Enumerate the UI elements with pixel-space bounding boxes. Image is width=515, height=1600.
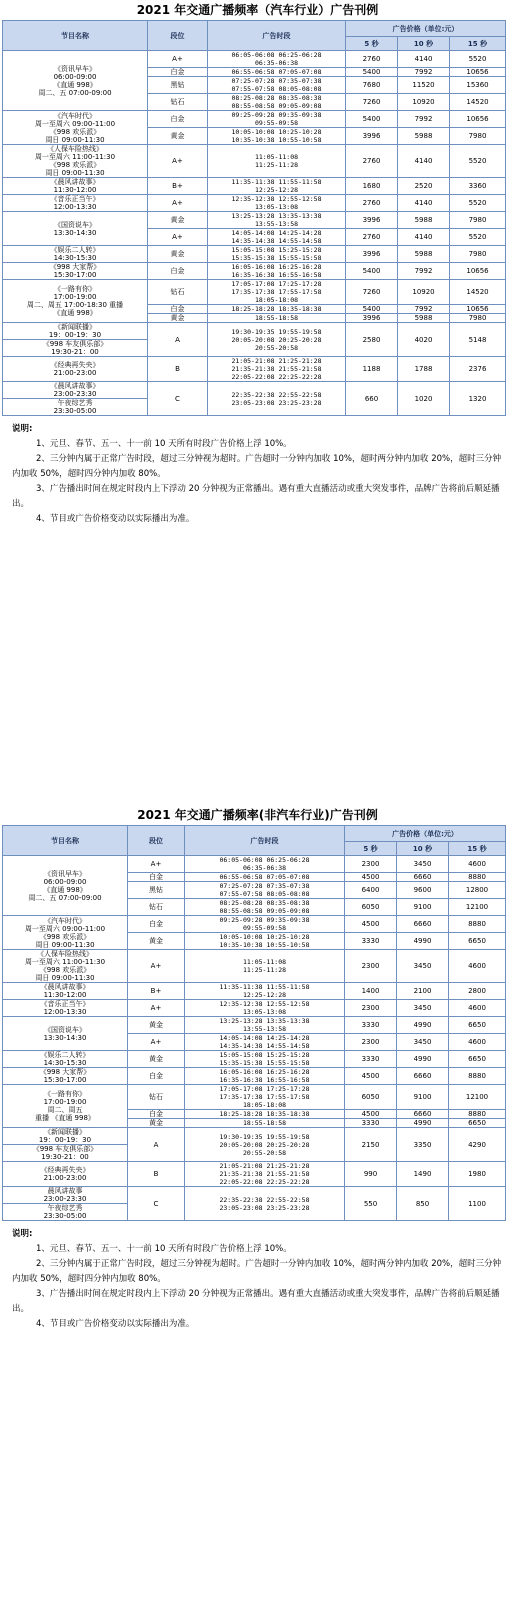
- slot-cell: 18:25-18:28 18:35-18:38: [208, 305, 346, 314]
- segment-cell: 黑钻: [148, 77, 208, 94]
- slot-cell: 13:25-13:28 13:35-13:38 13:55-13:58: [185, 1017, 345, 1034]
- slot-cell: 12:35-12:38 12:55-12:58 13:05-13:08: [185, 1000, 345, 1017]
- price-5s-cell: 2300: [345, 856, 397, 873]
- rate-table: [2, 825, 506, 1221]
- segment-cell: 白金: [128, 916, 185, 933]
- segment-cell: B: [148, 357, 208, 382]
- price-10s-cell: 10920: [398, 280, 450, 305]
- segment-cell: 黄金: [148, 128, 208, 145]
- header-slot: 广告时段: [185, 826, 345, 856]
- segment-cell: 黄金: [128, 1017, 185, 1034]
- price-10s-cell: 850: [397, 1187, 449, 1221]
- table-row: [3, 111, 506, 128]
- slot-cell: 11:05-11:08 11:25-11:28: [208, 145, 346, 178]
- price-15s-cell: 1100: [449, 1187, 506, 1221]
- segment-cell: C: [148, 382, 208, 416]
- table-row: [3, 145, 506, 178]
- table-row: [3, 382, 506, 399]
- slot-cell: 15:05-15:08 15:25-15:28 15:35-15:38 15:55-15:58: [185, 1051, 345, 1068]
- price-5s-cell: 2760: [346, 195, 398, 212]
- price-10s-cell: 5988: [398, 128, 450, 145]
- segment-cell: 黄金: [128, 1051, 185, 1068]
- price-10s-cell: 4140: [398, 145, 450, 178]
- table-row: [3, 1068, 506, 1085]
- price-15s-cell: 10656: [450, 305, 506, 314]
- table-row: [3, 178, 506, 195]
- price-10s-cell: 11520: [398, 77, 450, 94]
- segment-cell: 钻石: [128, 899, 185, 916]
- price-15s-cell: 2800: [449, 983, 506, 1000]
- table-row: [3, 280, 506, 305]
- header-program: 节目名称: [3, 21, 148, 51]
- price-10s-cell: 5988: [398, 314, 450, 323]
- price-15s-cell: 15360: [450, 77, 506, 94]
- table-row: [3, 1187, 506, 1204]
- price-15s-cell: 10656: [450, 111, 506, 128]
- segment-cell: A+: [148, 145, 208, 178]
- price-5s-cell: 3330: [345, 933, 397, 950]
- table-title: 2021 年交通广播频率（汽车行业）广告刊例: [136, 3, 379, 17]
- note-item: 4、节目或广告价格变动以实际播出为准。: [36, 514, 195, 524]
- segment-cell: B+: [148, 178, 208, 195]
- rate-card-non-auto: [0, 805, 515, 1332]
- slot-cell: 10:05-10:08 10:25-10:28 10:35-10:38 10:55-10:58: [208, 128, 346, 145]
- segment-cell: A+: [148, 51, 208, 68]
- program-cell: 午夜综艺秀 23:30-05:00: [3, 1204, 128, 1221]
- notes-title: 说明:: [12, 424, 33, 434]
- program-cell: 《晨风讲故事》 23:00-23:30: [3, 382, 148, 399]
- table-row: [3, 916, 506, 933]
- slot-cell: 10:05-10:08 10:25-10:28 10:35-10:38 10:55-10:58: [185, 933, 345, 950]
- price-5s-cell: 7260: [346, 280, 398, 305]
- price-15s-cell: 5148: [450, 323, 506, 357]
- program-cell: 《经典再失央》 21:00-23:00: [3, 357, 148, 382]
- price-5s-cell: 6050: [345, 899, 397, 916]
- price-10s-cell: 7992: [398, 68, 450, 77]
- price-15s-cell: 8880: [449, 916, 506, 933]
- price-15s-cell: 4290: [449, 1128, 506, 1162]
- price-15s-cell: 5520: [450, 51, 506, 68]
- price-15s-cell: 6650: [449, 933, 506, 950]
- header-5s: 5 秒: [345, 842, 397, 856]
- price-5s-cell: 6050: [345, 1085, 397, 1110]
- program-cell: 《音乐正当午》 12:00-13:30: [3, 1000, 128, 1017]
- price-15s-cell: 6650: [449, 1119, 506, 1128]
- segment-cell: A: [128, 1128, 185, 1162]
- price-10s-cell: 4990: [397, 1051, 449, 1068]
- header-slot: 广告时段: [208, 21, 346, 51]
- segment-cell: 白金: [148, 305, 208, 314]
- note-item: 2、三分钟内属于正常广告时段，超过三分钟视为超时。广告超时一分钟内加收 10%，超时两分钟内加收 20%，超时三分钟内加收 50%，超时四分钟内加收 80%。: [12, 454, 502, 479]
- slot-cell: 07:25-07:28 07:35-07:38 07:55-07:58 08:05-08:08: [208, 77, 346, 94]
- price-5s-cell: 3996: [346, 128, 398, 145]
- price-10s-cell: 9600: [397, 882, 449, 899]
- table-row: [3, 323, 506, 340]
- price-5s-cell: 5400: [346, 263, 398, 280]
- program-cell: 《998 车友俱乐部》 19:30-21：00: [3, 340, 148, 357]
- segment-cell: C: [128, 1187, 185, 1221]
- segment-cell: A+: [128, 950, 185, 983]
- slot-cell: 18:55-18:58: [208, 314, 346, 323]
- program-cell: 《一路有你》 17:00-19:00 周二、周五 重播 《直通 998》: [3, 1085, 128, 1128]
- price-5s-cell: 4500: [345, 873, 397, 882]
- table-row: [3, 357, 506, 382]
- segment-cell: 白金: [148, 68, 208, 77]
- slot-cell: 06:55-06:58 07:05-07:08: [208, 68, 346, 77]
- price-5s-cell: 3996: [346, 246, 398, 263]
- price-15s-cell: 1320: [450, 382, 506, 416]
- segment-cell: A+: [128, 1000, 185, 1017]
- price-5s-cell: 2580: [346, 323, 398, 357]
- price-15s-cell: 7980: [450, 314, 506, 323]
- price-10s-cell: 6660: [397, 873, 449, 882]
- program-cell: 《一路有你》 17:00-19:00 周二、周五 17:00-18:30 重播 《直通 998》: [3, 280, 148, 323]
- price-10s-cell: 6660: [397, 1110, 449, 1119]
- program-cell: 《汽车时代》 周一至周六 09:00-11:00 《998 欢乐派》 周日 09:00-11:30: [3, 111, 148, 145]
- price-5s-cell: 3330: [345, 1017, 397, 1034]
- note-item: 1、元旦、春节、五一、十一前 10 天所有时段广告价格上浮 10%。: [36, 439, 292, 449]
- price-15s-cell: 6650: [449, 1051, 506, 1068]
- price-15s-cell: 10656: [450, 68, 506, 77]
- price-5s-cell: 5400: [346, 68, 398, 77]
- price-15s-cell: 4600: [449, 1034, 506, 1051]
- price-5s-cell: 2300: [345, 1034, 397, 1051]
- price-15s-cell: 8880: [449, 1110, 506, 1119]
- header-segment: 段位: [128, 826, 185, 856]
- slot-cell: 22:35-22:38 22:55-22:58 23:05-23:08 23:25-23:28: [185, 1187, 345, 1221]
- header-10s: 10 秒: [397, 842, 449, 856]
- price-10s-cell: 3350: [397, 1128, 449, 1162]
- price-10s-cell: 4140: [398, 195, 450, 212]
- slot-cell: 06:05-06:08 06:25-06:28 06:35-06:38: [208, 51, 346, 68]
- note-item: 3、广告播出时间在规定时段内上下浮动 20 分钟视为正常播出。遇有重大直播活动或重大突发事件，品牌广告将前后顺延播出。: [12, 484, 500, 509]
- header-price: 广告价格（单位:元）: [345, 826, 506, 842]
- price-5s-cell: 3330: [345, 1051, 397, 1068]
- price-10s-cell: 4990: [397, 933, 449, 950]
- price-15s-cell: 3360: [450, 178, 506, 195]
- price-10s-cell: 3450: [397, 856, 449, 873]
- table-row: [3, 856, 506, 873]
- slot-cell: 08:25-08:28 08:35-08:38 08:55-08:58 09:05-09:08: [185, 899, 345, 916]
- program-cell: 《新闻联播》 19：00-19：30: [3, 1128, 128, 1145]
- note-item: 2、三分钟内属于正常广告时段，超过三分钟视为超时。广告超时一分钟内加收 10%，超时两分钟内加收 20%，超时三分钟内加收 50%，超时四分钟内加收 80%。: [12, 1259, 502, 1284]
- price-5s-cell: 1680: [346, 178, 398, 195]
- price-10s-cell: 2100: [397, 983, 449, 1000]
- price-15s-cell: 5520: [450, 195, 506, 212]
- price-10s-cell: 5988: [398, 212, 450, 229]
- price-5s-cell: 7680: [346, 77, 398, 94]
- program-cell: 《新闻联播》 19：00-19：30: [3, 323, 148, 340]
- price-5s-cell: 5400: [346, 305, 398, 314]
- segment-cell: 钻石: [148, 94, 208, 111]
- program-cell: 《998 大家帮》 15:30-17:00: [3, 1068, 128, 1085]
- program-cell: 午夜综艺秀 23:30-05:00: [3, 399, 148, 416]
- price-5s-cell: 2150: [345, 1128, 397, 1162]
- segment-cell: A: [148, 323, 208, 357]
- price-15s-cell: 5520: [450, 145, 506, 178]
- price-10s-cell: 3450: [397, 950, 449, 983]
- program-cell: 《娱乐二人转》 14:30-15:30: [3, 246, 148, 263]
- table-row: [3, 51, 506, 68]
- program-cell: 《汽车时代》 周一至周六 09:00-11:00 《998 欢乐派》 周日 09:00-11:30: [3, 916, 128, 950]
- slot-cell: 21:05-21:08 21:25-21:28 21:35-21:38 21:55-21:58 22:05-22:08 22:25-22:28: [208, 357, 346, 382]
- note-item: 3、广告播出时间在规定时段内上下浮动 20 分钟视为正常播出。遇有重大直播活动或重大突发事件，品牌广告将前后顺延播出。: [12, 1289, 500, 1314]
- slot-cell: 13:25-13:28 13:35-13:38 13:55-13:58: [208, 212, 346, 229]
- segment-cell: A+: [148, 229, 208, 246]
- price-15s-cell: 12100: [449, 1085, 506, 1110]
- price-15s-cell: 7980: [450, 212, 506, 229]
- slot-cell: 06:05-06:08 06:25-06:28 06:35-06:38: [185, 856, 345, 873]
- slot-cell: 16:05-16:08 16:25-16:28 16:35-16:38 16:55-16:58: [185, 1068, 345, 1085]
- table-row: [3, 1162, 506, 1187]
- segment-cell: 黄金: [148, 314, 208, 323]
- note-item: 4、节目或广告价格变动以实际播出为准。: [36, 1319, 195, 1329]
- price-10s-cell: 4990: [397, 1017, 449, 1034]
- program-cell: 《经典再失央》 21:00-23:00: [3, 1162, 128, 1187]
- price-10s-cell: 3450: [397, 1000, 449, 1017]
- price-10s-cell: 4990: [397, 1119, 449, 1128]
- price-15s-cell: 2376: [450, 357, 506, 382]
- segment-cell: A+: [128, 856, 185, 873]
- price-15s-cell: 7980: [450, 128, 506, 145]
- table-row: [3, 1128, 506, 1145]
- price-10s-cell: 9100: [397, 1085, 449, 1110]
- slot-cell: 12:35-12:38 12:55-12:58 13:05-13:08: [208, 195, 346, 212]
- segment-cell: B: [128, 1162, 185, 1187]
- price-5s-cell: 3996: [346, 314, 398, 323]
- segment-cell: 黄金: [128, 1119, 185, 1128]
- price-15s-cell: 12100: [449, 899, 506, 916]
- price-15s-cell: 14520: [450, 94, 506, 111]
- header-15s: 15 秒: [450, 37, 506, 51]
- program-cell: 《晨风讲故事》 11:30-12:00: [3, 983, 128, 1000]
- program-cell: 《资讯早车》 06:00-09:00 《直通 998》 周二、五 07:00-09:00: [3, 51, 148, 111]
- segment-cell: 钻石: [128, 1085, 185, 1110]
- slot-cell: 18:55-18:58: [185, 1119, 345, 1128]
- header-15s: 15 秒: [449, 842, 506, 856]
- price-10s-cell: 4140: [398, 229, 450, 246]
- segment-cell: 黄金: [128, 933, 185, 950]
- slot-cell: 16:05-16:08 16:25-16:28 16:35-16:38 16:55-16:58: [208, 263, 346, 280]
- slot-cell: 06:55-06:58 07:05-07:08: [185, 873, 345, 882]
- price-5s-cell: 3330: [345, 1119, 397, 1128]
- price-10s-cell: 7992: [398, 263, 450, 280]
- segment-cell: 黄金: [148, 212, 208, 229]
- slot-cell: 11:05-11:08 11:25-11:28: [185, 950, 345, 983]
- price-5s-cell: 6400: [345, 882, 397, 899]
- segment-cell: 黄金: [148, 246, 208, 263]
- notes: [12, 422, 502, 527]
- price-15s-cell: 1980: [449, 1162, 506, 1187]
- price-5s-cell: 1400: [345, 983, 397, 1000]
- slot-cell: 22:35-22:38 22:55-22:58 23:05-23:08 23:25-23:28: [208, 382, 346, 416]
- header-program: 节目名称: [3, 826, 128, 856]
- header-10s: 10 秒: [398, 37, 450, 51]
- price-5s-cell: 660: [346, 382, 398, 416]
- price-15s-cell: 4600: [449, 950, 506, 983]
- program-cell: 《人保车险热线》 周一至周六 11:00-11:30 《998 欢乐派》 周日 09:00-11:30: [3, 145, 148, 178]
- slot-cell: 18:25-18:28 18:35-18:38: [185, 1110, 345, 1119]
- note-item: 1、元旦、春节、五一、十一前 10 天所有时段广告价格上浮 10%。: [36, 1244, 292, 1254]
- price-10s-cell: 10920: [398, 94, 450, 111]
- price-5s-cell: 990: [345, 1162, 397, 1187]
- segment-cell: 黑钻: [128, 882, 185, 899]
- price-5s-cell: 2300: [345, 950, 397, 983]
- price-10s-cell: 1788: [398, 357, 450, 382]
- segment-cell: 白金: [148, 111, 208, 128]
- price-10s-cell: 7992: [398, 111, 450, 128]
- price-15s-cell: 8880: [449, 873, 506, 882]
- segment-cell: B+: [128, 983, 185, 1000]
- program-cell: 晨风讲故事 23:00-23:30: [3, 1187, 128, 1204]
- table-row: [3, 1051, 506, 1068]
- price-10s-cell: 1020: [398, 382, 450, 416]
- price-15s-cell: 7980: [450, 246, 506, 263]
- price-5s-cell: 2300: [345, 1000, 397, 1017]
- table-row: [3, 1085, 506, 1110]
- price-5s-cell: 1188: [346, 357, 398, 382]
- program-cell: 《娱乐二人转》 14:30-15:30: [3, 1051, 128, 1068]
- header-segment: 段位: [148, 21, 208, 51]
- table-row: [3, 263, 506, 280]
- slot-cell: 19:30-19:35 19:55-19:58 20:05-20:08 20:25-20:28 20:55-20:58: [208, 323, 346, 357]
- header-5s: 5 秒: [346, 37, 398, 51]
- program-cell: 《国资说车》 13:30-14:30: [3, 212, 148, 246]
- slot-cell: 14:05-14:08 14:25-14:28 14:35-14:38 14:55-14:58: [208, 229, 346, 246]
- slot-cell: 19:30-19:35 19:55-19:58 20:05-20:08 20:25-20:28 20:55-20:58: [185, 1128, 345, 1162]
- price-10s-cell: 6660: [397, 1068, 449, 1085]
- price-10s-cell: 7992: [398, 305, 450, 314]
- notes-title: 说明:: [12, 1229, 33, 1239]
- rate-table: [2, 20, 506, 416]
- program-cell: 《晨风讲故事》 11:30-12:00: [3, 178, 148, 195]
- price-10s-cell: 4020: [398, 323, 450, 357]
- segment-cell: 白金: [128, 1110, 185, 1119]
- slot-cell: 15:05-15:08 15:25-15:28 15:35-15:38 15:55-15:58: [208, 246, 346, 263]
- price-5s-cell: 4500: [345, 916, 397, 933]
- price-10s-cell: 1490: [397, 1162, 449, 1187]
- price-15s-cell: 10656: [450, 263, 506, 280]
- slot-cell: 11:35-11:38 11:55-11:58 12:25-12:28: [208, 178, 346, 195]
- segment-cell: 白金: [128, 873, 185, 882]
- slot-cell: 09:25-09:28 09:35-09:38 09:55-09:58: [185, 916, 345, 933]
- price-15s-cell: 12800: [449, 882, 506, 899]
- table-row: [3, 950, 506, 983]
- slot-cell: 08:25-08:28 08:35-08:38 08:55-08:58 09:05-09:08: [208, 94, 346, 111]
- price-5s-cell: 2760: [346, 51, 398, 68]
- notes: [12, 1227, 502, 1332]
- program-cell: 《国资说车》 13:30-14:30: [3, 1017, 128, 1051]
- price-10s-cell: 3450: [397, 1034, 449, 1051]
- table-row: [3, 983, 506, 1000]
- slot-cell: 17:05-17:08 17:25-17:28 17:35-17:38 17:55-17:58 18:05-18:08: [208, 280, 346, 305]
- price-10s-cell: 6660: [397, 916, 449, 933]
- slot-cell: 09:25-09:28 09:35-09:38 09:55-09:58: [208, 111, 346, 128]
- price-10s-cell: 5988: [398, 246, 450, 263]
- table-row: [3, 246, 506, 263]
- price-10s-cell: 4140: [398, 51, 450, 68]
- header-price: 广告价格（单位:元）: [346, 21, 506, 37]
- program-cell: 《998 大家帮》 15:30-17:00: [3, 263, 148, 280]
- slot-cell: 11:35-11:38 11:55-11:58 12:25-12:28: [185, 983, 345, 1000]
- price-5s-cell: 4500: [345, 1110, 397, 1119]
- program-cell: 《音乐正当午》 12:00-13:30: [3, 195, 148, 212]
- price-15s-cell: 14520: [450, 280, 506, 305]
- price-5s-cell: 4500: [345, 1068, 397, 1085]
- slot-cell: 14:05-14:08 14:25-14:28 14:35-14:38 14:55-14:58: [185, 1034, 345, 1051]
- slot-cell: 17:05-17:08 17:25-17:28 17:35-17:38 17:55-17:58 18:05-18:08: [185, 1085, 345, 1110]
- price-5s-cell: 3996: [346, 212, 398, 229]
- slot-cell: 21:05-21:08 21:25-21:28 21:35-21:38 21:55-21:58 22:05-22:08 22:25-22:28: [185, 1162, 345, 1187]
- slot-cell: 07:25-07:28 07:35-07:38 07:55-07:58 08:05-08:08: [185, 882, 345, 899]
- price-5s-cell: 5400: [346, 111, 398, 128]
- price-10s-cell: 2520: [398, 178, 450, 195]
- segment-cell: 白金: [148, 263, 208, 280]
- program-cell: 《998 车友俱乐部》 19:30-21：00: [3, 1145, 128, 1162]
- segment-cell: A+: [148, 195, 208, 212]
- price-10s-cell: 9100: [397, 899, 449, 916]
- price-15s-cell: 4600: [449, 856, 506, 873]
- price-5s-cell: 550: [345, 1187, 397, 1221]
- program-cell: 《人保车险热线》 周一至周六 11:00-11:30 《998 欢乐派》 周日 09:00-11:30: [3, 950, 128, 983]
- price-5s-cell: 7260: [346, 94, 398, 111]
- segment-cell: A+: [128, 1034, 185, 1051]
- price-15s-cell: 8880: [449, 1068, 506, 1085]
- program-cell: 《资讯早车》 06:00-09:00 《直通 998》 周二、五 07:00-09:00: [3, 856, 128, 916]
- price-15s-cell: 4600: [449, 1000, 506, 1017]
- segment-cell: 钻石: [148, 280, 208, 305]
- table-title: 2021 年交通广播频率(非汽车行业)广告刊例: [137, 808, 378, 822]
- price-5s-cell: 2760: [346, 145, 398, 178]
- price-5s-cell: 2760: [346, 229, 398, 246]
- segment-cell: 白金: [128, 1068, 185, 1085]
- price-15s-cell: 6650: [449, 1017, 506, 1034]
- price-15s-cell: 5520: [450, 229, 506, 246]
